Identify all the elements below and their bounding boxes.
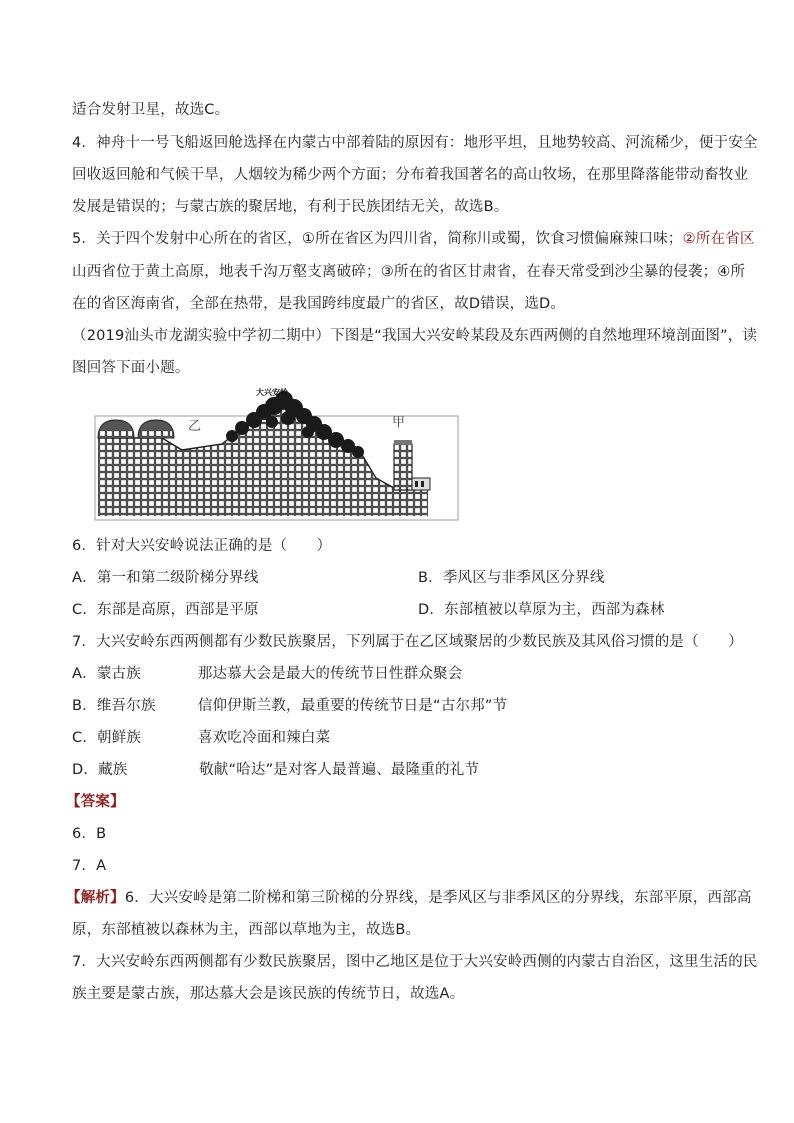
option-b: B．季风区与非季风区分界线 bbox=[418, 570, 605, 586]
option-a: A．第一和第二级阶梯分界线 bbox=[72, 570, 259, 586]
building-icons bbox=[394, 440, 430, 490]
option-d: D．东部植被以草原为主，西部为森林 bbox=[418, 602, 665, 618]
option-key: D． bbox=[72, 762, 99, 778]
option-ethnic: 蒙古族 bbox=[96, 666, 141, 682]
analysis-line: 族主要是蒙古族，那达慕大会是该民族的传统节日，故选A。 bbox=[72, 986, 465, 1002]
text-line: 4．神舟十一号飞船返回舱选择在内蒙古中部着陆的原因有：地形平坦，且地势较高、河流稀少，便于安全 bbox=[72, 135, 758, 151]
profile-diagram bbox=[92, 388, 460, 524]
text-line: （2019汕头市龙湖实验中学初二期中）下图是“我国大兴安岭某段及东西两侧的自然地理环境剖面图”，读 bbox=[72, 328, 758, 344]
question-6-stem: 6．针对大兴安岭说法正确的是（ ） bbox=[72, 538, 332, 554]
option-c: C．东部是高原，西部是平原 bbox=[72, 602, 259, 618]
answer-label: 【答案】 bbox=[66, 794, 125, 810]
option-key: B． bbox=[72, 698, 97, 714]
option-ethnic: 维吾尔族 bbox=[96, 698, 156, 714]
text-line: 在的省区海南省，全部在热带，是我国跨纬度最广的省区，故D错误，选D。 bbox=[72, 296, 566, 312]
question-6-options-row2 bbox=[72, 600, 722, 620]
text-line: 图回答下面小题。 bbox=[72, 360, 190, 376]
option-ethnic: 藏族 bbox=[98, 762, 128, 778]
text-line bbox=[72, 229, 755, 249]
option-custom: 喜欢吃冷面和辣白菜 bbox=[198, 730, 331, 746]
analysis-label: 【解析】 bbox=[66, 890, 125, 906]
analysis-line: 原，东部植被以森林为主，西部以草地为主，故选B。 bbox=[72, 922, 421, 938]
option-custom: 敬献“哈达”是对客人最普遍、最隆重的礼节 bbox=[199, 762, 480, 778]
answer-7: 7．A bbox=[72, 858, 107, 874]
label-east: 甲 bbox=[392, 415, 406, 430]
answer-6: 6．B bbox=[72, 826, 107, 842]
yurt-icons bbox=[98, 420, 174, 438]
question-7-stem: 7．大兴安岭东西两侧都有少数民族聚居，下列属于在乙区域聚居的少数民族及其风俗习惯的是（ ） bbox=[72, 634, 743, 650]
analysis-text: 6．大兴安岭是第二阶梯和第三阶梯的分界线，是季风区与非季风区的分界线，东部平原，西部高 bbox=[124, 890, 752, 906]
option-ethnic: 朝鲜族 bbox=[97, 730, 142, 746]
analysis-line bbox=[66, 888, 752, 908]
option-key: A． bbox=[72, 666, 97, 682]
question-6-options-row1 bbox=[72, 568, 722, 588]
highlighted-text-segment: ②所在省区 bbox=[682, 231, 755, 247]
text-segment: 5．关于四个发射中心所在的省区，①所在省区为四川省，简称川或蜀，饮食习惯偏麻辣口味； bbox=[72, 231, 683, 247]
text-line: 发展是错误的；与蒙古族的聚居地，有利于民族团结无关，故选B。 bbox=[72, 199, 509, 215]
analysis-line: 7．大兴安岭东西两侧都有少数民族聚居，图中乙地区是位于大兴安岭西侧的内蒙古自治区，这里生活的民 bbox=[72, 954, 758, 970]
option-custom: 信仰伊斯兰教，最重要的传统节日是“古尔邦”节 bbox=[197, 698, 508, 714]
text-line: 适合发射卫星，故选C。 bbox=[72, 102, 230, 118]
label-west: 乙 bbox=[188, 419, 202, 434]
question-7-option-d bbox=[72, 760, 722, 780]
option-key: C． bbox=[72, 730, 98, 746]
text-line: 山西省位于黄土高原，地表千沟万壑支离破碎；③所在的省区甘肃省，在春天常受到沙尘暴的侵袭；④所 bbox=[72, 264, 746, 280]
question-7-option-b bbox=[72, 696, 722, 716]
diagram-title: 大兴安岭 bbox=[256, 388, 288, 397]
option-custom: 那达慕大会是最大的传统节日性群众聚会 bbox=[197, 666, 463, 682]
text-line: 回收返回舱和气候干旱，人烟较为稀少两个方面；分布着我国著名的高山牧场，在那里降落能带动畜牧业 bbox=[72, 167, 749, 183]
question-7-option-a bbox=[72, 664, 722, 684]
question-7-option-c bbox=[72, 728, 722, 748]
